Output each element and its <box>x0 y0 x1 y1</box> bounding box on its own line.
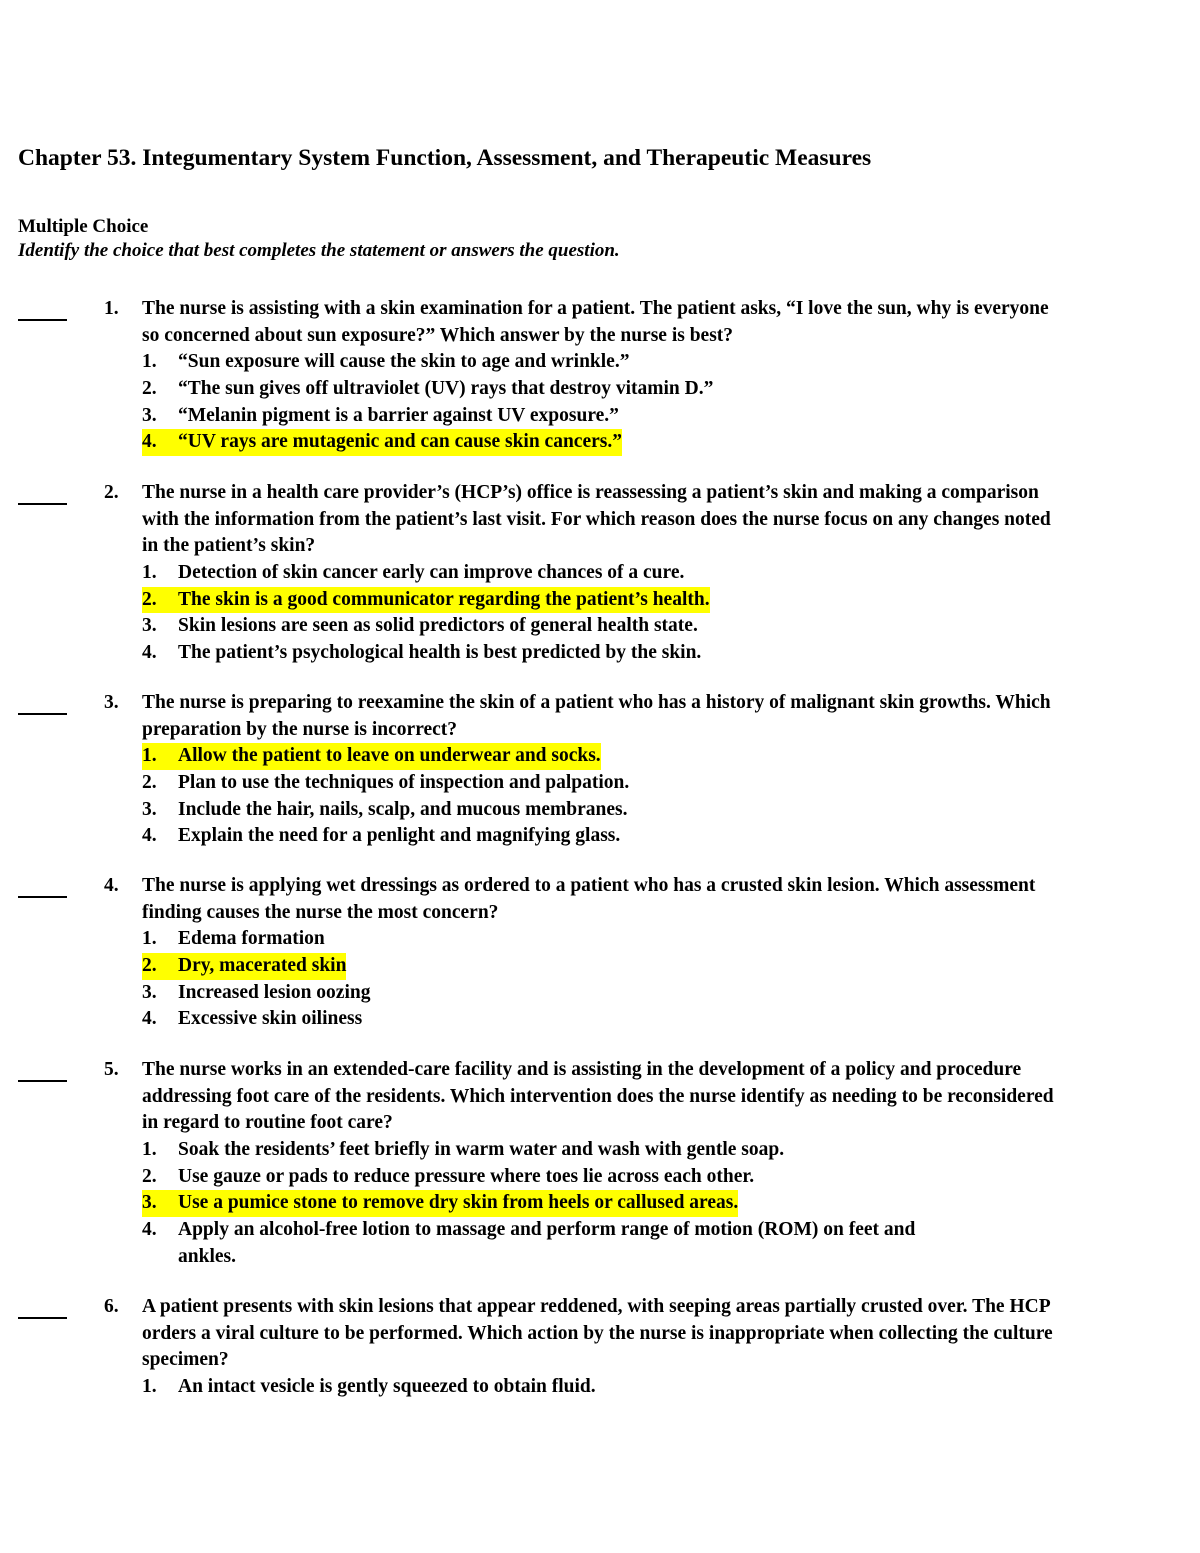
answer-choices <box>142 1374 1062 1401</box>
choice-text: “Melanin pigment is a barrier against UV exposure.” <box>178 404 619 426</box>
answer-choice[interactable] <box>142 1374 1062 1401</box>
choice-number: 2. <box>142 378 157 400</box>
answer-choice[interactable] <box>142 980 1062 1007</box>
choice-text: Include the hair, nails, scalp, and mucous membranes. <box>178 798 628 820</box>
choice-number: 1. <box>142 1139 157 1161</box>
question-number: 1. <box>104 298 119 319</box>
answer-choice[interactable] <box>142 953 1062 980</box>
question-number: 3. <box>104 692 119 713</box>
choice-number: 3. <box>142 981 157 1003</box>
choice-text: “Sun exposure will cause the skin to age and wrinkle.” <box>178 351 630 373</box>
highlighted-answer <box>142 1190 738 1217</box>
choice-number: 3. <box>142 1192 157 1214</box>
answer-choice[interactable] <box>142 1190 1062 1217</box>
answer-blank[interactable] <box>18 1317 67 1319</box>
answer-choice[interactable] <box>142 926 1062 953</box>
chapter-title: Chapter 53. Integumentary System Function, Assessment, and Therapeutic Measures <box>18 145 872 171</box>
answer-choices <box>142 1137 1062 1270</box>
answer-blank[interactable] <box>18 896 67 898</box>
choice-text: Allow the patient to leave on underwear and socks. <box>178 745 601 767</box>
instructions-text: Identify the choice that best completes the statement or answers the question. <box>18 240 620 261</box>
choice-number: 1. <box>142 1376 157 1398</box>
choice-text: Use a pumice stone to remove dry skin from heels or callused areas. <box>178 1192 739 1214</box>
answer-choice[interactable] <box>142 1217 1062 1270</box>
question-stem: The nurse is preparing to reexamine the skin of a patient who has a history of malignant skin growths. Which preparation by the nurse is incorrect? <box>142 692 1051 740</box>
choice-number: 1. <box>142 928 157 950</box>
choice-number: 2. <box>142 1165 157 1187</box>
choice-text: “UV rays are mutagenic and can cause skin cancers.” <box>178 431 622 453</box>
choice-text: Excessive skin oiliness <box>178 1008 363 1030</box>
choice-number: 4. <box>142 431 157 453</box>
answer-choices <box>142 926 1062 1033</box>
choice-text: Soak the residents’ feet briefly in warm water and wash with gentle soap. <box>178 1139 785 1161</box>
choice-text: An intact vesicle is gently squeezed to obtain fluid. <box>178 1376 596 1398</box>
choice-number: 1. <box>142 745 157 767</box>
question-stem: The nurse is assisting with a skin examination for a patient. The patient asks, “I love the sun, why is everyone so concerned about sun exposure?” Which answer by the nurse is best? <box>142 298 1049 346</box>
answer-choice[interactable] <box>142 743 1062 770</box>
section-header <box>18 215 620 263</box>
choice-line <box>142 1374 596 1401</box>
answer-blank[interactable] <box>18 1080 67 1082</box>
choice-line <box>142 376 713 403</box>
choice-text: The skin is a good communicator regarding the patient’s health. <box>178 588 710 610</box>
choice-number: 4. <box>142 1219 157 1241</box>
choice-text: Plan to use the techniques of inspection and palpation. <box>178 772 630 794</box>
answer-choice[interactable] <box>142 823 1062 850</box>
choice-text: Skin lesions are seen as solid predictors of general health state. <box>178 615 698 637</box>
answer-choice[interactable] <box>142 349 1062 376</box>
choice-number: 4. <box>142 642 157 664</box>
choice-line <box>142 403 619 430</box>
choice-number: 2. <box>142 588 157 610</box>
highlighted-answer <box>142 587 710 614</box>
question-stem: The nurse in a health care provider’s (HCP’s) office is reassessing a patient’s skin and making a comparison with the information from the patient’s last visit. For which reason does the nurse focus on any changes noted in the patient’s skin? <box>142 482 1051 557</box>
choice-text: Use gauze or pads to reduce pressure where toes lie across each other. <box>178 1165 755 1187</box>
choice-number: 1. <box>142 351 157 373</box>
answer-choice[interactable] <box>142 770 1062 797</box>
answer-blank[interactable] <box>18 503 67 505</box>
choice-line <box>142 980 370 1007</box>
highlighted-answer <box>142 743 601 770</box>
question-number: 2. <box>104 482 119 503</box>
highlighted-answer <box>142 953 346 980</box>
choice-line <box>142 1217 958 1270</box>
choice-line <box>142 613 698 640</box>
question-number: 6. <box>104 1296 119 1317</box>
answer-choice[interactable] <box>142 560 1062 587</box>
question-stem: The nurse is applying wet dressings as ordered to a patient who has a crusted skin lesion. Which assessment finding causes the nurse the most concern? <box>142 875 1036 923</box>
answer-choice[interactable] <box>142 429 1062 456</box>
choice-line <box>142 640 701 667</box>
highlighted-answer <box>142 429 622 456</box>
answer-choice[interactable] <box>142 1164 1062 1191</box>
answer-choices <box>142 560 1062 667</box>
choice-line <box>142 560 684 587</box>
answer-choices <box>142 743 1062 850</box>
choice-number: 2. <box>142 955 157 977</box>
choice-line <box>142 926 325 953</box>
choice-line <box>142 1137 784 1164</box>
answer-blank[interactable] <box>18 713 67 715</box>
answer-choice[interactable] <box>142 403 1062 430</box>
choice-line <box>142 1006 362 1033</box>
choice-line <box>142 1164 754 1191</box>
answer-blank[interactable] <box>18 319 67 321</box>
answer-choice[interactable] <box>142 613 1062 640</box>
choice-number: 4. <box>142 825 157 847</box>
choice-text: Detection of skin cancer early can improve chances of a cure. <box>178 562 685 584</box>
choice-text: Increased lesion oozing <box>178 981 371 1003</box>
choice-number: 2. <box>142 772 157 794</box>
answer-choice[interactable] <box>142 376 1062 403</box>
answer-choice[interactable] <box>142 640 1062 667</box>
choice-text: Explain the need for a penlight and magnifying glass. <box>178 825 621 847</box>
section-heading: Multiple Choice <box>18 216 149 237</box>
answer-choice[interactable] <box>142 1137 1062 1164</box>
choice-line <box>142 823 620 850</box>
answer-choice[interactable] <box>142 797 1062 824</box>
choice-number: 1. <box>142 562 157 584</box>
answer-choices <box>142 349 1062 456</box>
choice-number: 3. <box>142 798 157 820</box>
choice-number: 3. <box>142 615 157 637</box>
choice-number: 3. <box>142 404 157 426</box>
choice-text: “The sun gives off ultraviolet (UV) rays that destroy vitamin D.” <box>178 378 714 400</box>
question-stem: A patient presents with skin lesions that appear reddened, with seeping areas partially crusted over. The HCP orders a viral culture to be performed. Which action by the nurse is inappropriate when collecting the culture specimen? <box>142 1296 1053 1371</box>
choice-text: Edema formation <box>178 928 325 950</box>
choice-line <box>142 349 629 376</box>
choice-line <box>142 770 629 797</box>
question-number: 5. <box>104 1059 119 1080</box>
answer-choice[interactable] <box>142 587 1062 614</box>
choice-text: The patient’s psychological health is best predicted by the skin. <box>178 642 702 664</box>
question-stem: The nurse works in an extended-care facility and is assisting in the development of a policy and procedure addressing foot care of the residents. Which intervention does the nurse identify as needing to be reconsidered in regard to routine foot care? <box>142 1059 1054 1134</box>
choice-number: 4. <box>142 1008 157 1030</box>
choice-text: Apply an alcohol-free lotion to massage and perform range of motion (ROM) on feet and ankles. <box>178 1219 916 1267</box>
answer-choice[interactable] <box>142 1006 1062 1033</box>
choice-text: Dry, macerated skin <box>178 955 347 977</box>
question-number: 4. <box>104 875 119 896</box>
choice-line <box>142 797 627 824</box>
